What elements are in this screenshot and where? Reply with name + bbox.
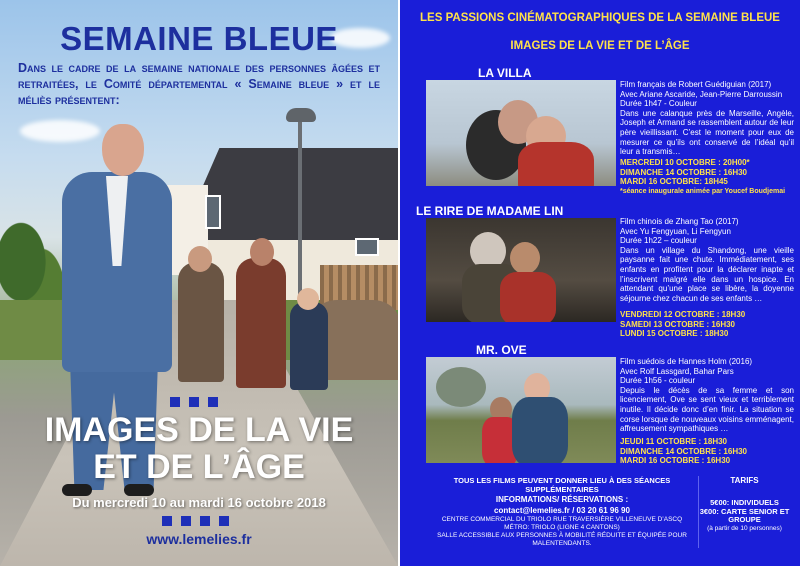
- showing: LUNDI 15 OCTOBRE : 18H30: [620, 329, 729, 338]
- film-origin: Film suédois de Hannes Holm (2016): [620, 357, 753, 366]
- big-title-line1: IMAGES DE LA VIE: [44, 411, 354, 449]
- metro: MÉTRO: TRIOLO (LIGNE 4 CANTONS): [504, 524, 620, 531]
- man-head: [102, 124, 144, 176]
- tarif-note: (à partir de 10 personnes): [707, 524, 782, 532]
- info-footer: [428, 476, 696, 548]
- showing-note: *séance inaugurale animée par Youcef Boudjemai: [620, 187, 786, 195]
- film-cast: Avec Rolf Lassgard, Bahar Pars: [620, 366, 734, 376]
- decorative-squares-top: [170, 397, 218, 407]
- film-info: [620, 80, 794, 157]
- festival-dates: Du mercredi 10 au mardi 16 octobre 2018: [72, 495, 326, 510]
- film-still-le-rire-de-madame-lin: [426, 218, 616, 322]
- tarif-senior: 3€00: CARTE SENIOR ET GROUPE: [699, 506, 790, 524]
- film-info: [620, 357, 794, 434]
- accessibility: SALLE ACCESSIBLE AUX PERSONNES À MOBILITÉ RÉDUITE ET ÉQUIPÉE POUR MALENTENDANTS.: [437, 532, 687, 547]
- film-still-mr-ove: [426, 357, 616, 463]
- film-showings: [620, 158, 796, 196]
- showing: MERCREDI 10 OCTOBRE : 20H00*: [620, 158, 750, 167]
- decorative-squares-bottom: [162, 516, 229, 526]
- showing: DIMANCHE 14 OCTOBRE : 16H30: [620, 167, 747, 177]
- film-duration: Durée 1h56 - couleur: [620, 376, 696, 386]
- film-info: [620, 217, 794, 303]
- contact-info[interactable]: contact@lemelies.fr / 03 20 61 96 90: [494, 506, 630, 515]
- tarifs-heading: TARIFS: [730, 476, 759, 485]
- showing: MARDI 16 OCTOBRE: 18H45: [620, 177, 728, 186]
- poster-left-panel: [0, 0, 398, 566]
- window: [205, 195, 221, 229]
- film-synopsis: Dans une calanque près de Marseille, Angèle, Joseph et Armand se rassemblent autour de leur père vieillissant. C’est le moment pour eux de mesurer ce qu’ils ont conservé de l’idéal qu’il leur a transmis…: [620, 108, 794, 157]
- window: [355, 238, 379, 256]
- showing: JEUDI 11 OCTOBRE : 18H30: [620, 437, 728, 446]
- address: CENTRE COMMERCIAL DU TRIOLO RUE TRAVERSIÈRE VILLENEUVE D’ASCQ: [441, 516, 683, 523]
- film-cast: Avec Ariane Ascaride, Jean-Pierre Darroussin: [620, 89, 783, 99]
- program-subheader: IMAGES DE LA VIE ET DE L’ÂGE: [510, 40, 690, 52]
- film-synopsis: Depuis le décès de sa femme et son licenciement, Ove se sent vieux et terriblement inutile. Il décide donc d’en finir. La situation se corse lorsque de nouveaux voisins emménagent, affreusement sympathiques …: [620, 385, 794, 434]
- poster-title: SEMAINE BLEUE: [60, 20, 338, 57]
- film-origin: Film français de Robert Guédiguian (2017): [620, 80, 772, 89]
- program-right-panel: [400, 0, 800, 566]
- showing: VENDREDI 12 OCTOBRE : 18H30: [620, 310, 746, 319]
- street-lamp-head: [286, 108, 316, 122]
- website-link[interactable]: www.lemelies.fr: [146, 531, 252, 547]
- showing: DIMANCHE 14 OCTOBRE : 16H30: [620, 446, 747, 456]
- film-duration: Durée 1h22 – couleur: [620, 236, 697, 246]
- big-title: [0, 412, 398, 486]
- program-header: LES PASSIONS CINÉMATOGRAPHIQUES DE LA SEMAINE BLEUE: [420, 12, 780, 24]
- reservations-heading: INFORMATIONS/ RÉSERVATIONS :: [495, 495, 629, 504]
- film-title: MR. OVE: [476, 343, 527, 357]
- film-synopsis: Dans un village du Shandong, une vieille paysanne fait une chute. Immédiatement, ses enfants en profitent pour la déclarer inapte et l’inscrivent malgré elle dans un hospice. En attendant qu’une place se libère, la doyenne séjourne chez chacun de ses enfants …: [620, 245, 794, 303]
- film-cast: Avec Yu Fengyuan, Li Fengyun: [620, 226, 731, 236]
- film-title: LA VILLA: [478, 66, 532, 80]
- woman-head: [250, 238, 274, 266]
- film-title: LE RIRE DE MADAME LIN: [416, 204, 564, 218]
- extra-screenings: TOUS LES FILMS PEUVENT DONNER LIEU À DES SÉANCES SUPPLÉMENTAIRES: [453, 476, 671, 494]
- girl-figure: [178, 262, 224, 382]
- tarif-individual: 5€00: INDIVIDUELS: [710, 498, 779, 507]
- big-title-line2: ET DE L’ÂGE: [93, 448, 305, 486]
- poster-intro: Dans le cadre de la semaine nationale des personnes âgées et retraitées, le Comité départemental « Semaine bleue » et le méliès présentent:: [18, 61, 380, 107]
- film-showings: [620, 310, 796, 339]
- street-lamp: [298, 118, 302, 318]
- girl-head: [188, 246, 212, 272]
- tarifs-box: [698, 476, 790, 548]
- cloud: [20, 120, 100, 142]
- woman-figure: [236, 258, 286, 388]
- film-duration: Durée 1h47 - Couleur: [620, 99, 697, 109]
- film-origin: Film chinois de Zhang Tao (2017): [620, 217, 739, 226]
- boy-figure: [290, 302, 328, 390]
- showing: SAMEDI 13 OCTOBRE : 16H30: [620, 319, 735, 329]
- film-still-la-villa: [426, 80, 616, 186]
- showing: MARDI 16 OCTOBRE : 16H30: [620, 456, 731, 465]
- film-showings: [620, 437, 796, 466]
- boy-head: [297, 288, 319, 310]
